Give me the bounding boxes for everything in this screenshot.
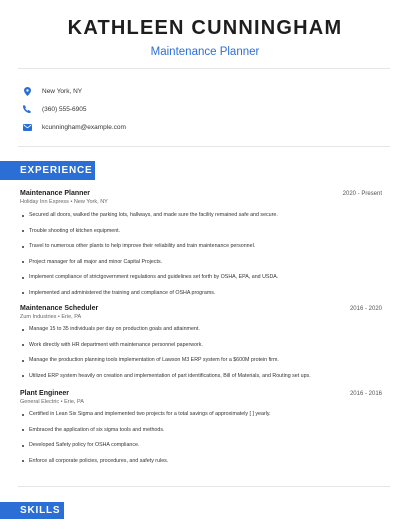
job-title: Maintenance Planner — [20, 190, 91, 197]
email-icon — [22, 122, 32, 132]
contact-divider — [18, 146, 390, 147]
list-item: Utilized ERP system heavily on creation and implementation of part identifications, Bill of Materials, and Routing set ups. — [20, 373, 382, 380]
job-location: Erie, PA — [64, 399, 84, 405]
job-location: New York, NY — [73, 199, 108, 205]
job-entry — [20, 390, 382, 473]
list-item: Certified in Lean Six Sigma and implemented two projects for a total savings of approximately [ ] yearly. — [20, 411, 382, 418]
list-item: Project manager for all major and minor Capital Projects. — [20, 259, 382, 266]
candidate-name: KATHLEEN CUNNINGHAM — [67, 17, 343, 39]
list-item: Implement compliance of strictgovernment regulations and guidelines set forth by OSHA, EPA, and USDA. — [20, 274, 382, 281]
job-company: General Electric — [20, 399, 60, 405]
job-title-row — [20, 390, 382, 397]
location-text: New York, NY — [42, 87, 83, 95]
list-item: Embraced the application of six sigma tools and methods. — [20, 427, 382, 434]
job-dates: 2016 - 2016 — [349, 391, 382, 397]
job-entry — [20, 305, 382, 388]
list-item: Enforce all corporate policies, procedures, and safety rules. — [20, 458, 382, 465]
list-item: Work directly with HR department with maintenance personnel paperwork. — [20, 342, 382, 349]
phone-text: (360) 555-6905 — [42, 105, 87, 113]
skills-heading: SKILLS — [20, 505, 61, 516]
phone-icon — [22, 104, 32, 114]
email-text: kcunningham@example.com — [42, 123, 126, 131]
job-title: Plant Engineer — [20, 390, 70, 397]
skills-section-header — [0, 502, 64, 519]
resume-header — [0, 17, 410, 58]
list-item: Implemented and administered the training and compliance of OSHA programs. — [20, 290, 382, 297]
job-company: Holiday Inn Express — [20, 199, 69, 205]
experience-heading: EXPERIENCE — [20, 165, 93, 176]
job-bullets — [20, 411, 382, 465]
contact-location — [22, 82, 126, 100]
job-dates: 2016 - 2020 — [349, 306, 382, 312]
contact-phone — [22, 100, 126, 118]
candidate-role: Maintenance Planner — [150, 46, 260, 58]
list-item: Manage 15 to 35 individuals per day on production goals and attainment. — [20, 326, 382, 333]
header-divider — [18, 68, 390, 69]
job-dates: 2020 - Present — [342, 191, 382, 197]
job-company-line: Holiday Inn Express • New York, NY — [20, 199, 108, 205]
job-title-row — [20, 305, 382, 312]
contact-email — [22, 118, 126, 136]
list-item: Developed Safety policy for OSHA compliance. — [20, 442, 382, 449]
job-company: Zum Industries — [20, 314, 57, 320]
contact-info — [22, 82, 126, 136]
job-bullets — [20, 326, 382, 380]
list-item: Secured all doors, walked the parking lots, hallways, and made sure the facility remained safe and secure. — [20, 212, 382, 219]
location-pin-icon — [22, 86, 32, 96]
list-item: Travel to numerous other plants to help improve their reliability and train maintenance personnel. — [20, 243, 382, 250]
experience-section-header — [0, 161, 95, 180]
list-item: Trouble shooting of kitchen equipment. — [20, 228, 382, 235]
job-title: Maintenance Scheduler — [20, 305, 99, 312]
list-item: Manage the production planning tools implementation of Lawson M3 ERP system for a $600M protein firm. — [20, 357, 382, 364]
job-company-line: Zum Industries • Erie, PA — [20, 314, 82, 320]
job-location: Erie, PA — [61, 314, 82, 320]
experience-divider — [18, 486, 390, 487]
job-bullets — [20, 212, 382, 297]
job-title-row — [20, 190, 382, 197]
job-company-line: General Electric • Erie, PA — [20, 399, 84, 405]
job-entry — [20, 190, 382, 305]
